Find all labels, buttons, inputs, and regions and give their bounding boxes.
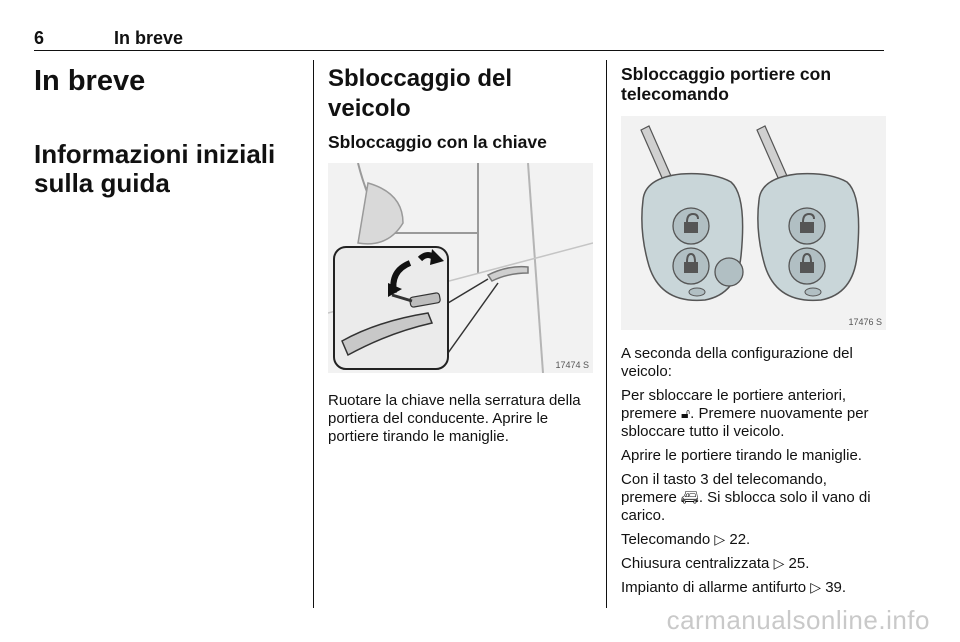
body-text-handles: Aprire le portiere tirando le maniglie. (621, 447, 862, 464)
key-unlock-illustration (328, 163, 593, 373)
chapter-title: In breve (34, 65, 146, 97)
page-header (34, 28, 884, 51)
column-3 (621, 64, 886, 597)
ref-arrow-icon: ▷ (773, 556, 785, 572)
ref-arrow-icon: ▷ (714, 532, 726, 548)
remote-control-illustration (621, 116, 886, 330)
subsection-title-remote: Sbloccaggio portiere con telecomando (621, 64, 832, 104)
section-title: Informazioni iniziali sulla guida (34, 139, 276, 198)
column-2 (328, 64, 593, 446)
running-title: In breve (114, 28, 184, 48)
figure-code: 17474 S (555, 360, 589, 370)
ref-arrow-icon: ▷ (810, 580, 822, 596)
column-divider (313, 60, 314, 608)
subsection-title-key: Sbloccaggio con la chiave (328, 132, 547, 152)
column-divider (606, 60, 607, 608)
cross-reference-remote[interactable]: Telecomando ▷ 22. (621, 531, 751, 548)
body-text-front-doors: Per sbloccare le portiere anteriori, premere 🔓︎. Premere nuovamente per sbloccare tutto il veicolo. (621, 387, 869, 440)
watermark: carmanualsonline.info (666, 605, 930, 635)
column-1 (34, 64, 294, 198)
page-number: 6 (34, 28, 45, 48)
body-text-intro: A seconda della configurazione del veicolo: (621, 345, 853, 380)
figure-code: 17476 S (848, 317, 882, 327)
cross-reference-central-locking[interactable]: Chiusura centralizzata ▷ 25. (621, 555, 810, 572)
section-title-unlock: Sbloccaggio del veicolo (328, 65, 513, 122)
unlock-icon: 🔓︎ (681, 406, 691, 422)
remote-keys-drawing (621, 116, 886, 330)
door-key-drawing (328, 163, 593, 373)
body-text-cargo: Con il tasto 3 del telecomando, premere 🚐︎. Si sblocca solo il vano di carico. (621, 471, 871, 524)
cross-reference-alarm[interactable]: Impianto di allarme antifurto ▷ 39. (621, 579, 847, 596)
body-text-key: Ruotare la chiave nella serratura della portiera del conducente. Aprire le portiere tirando le maniglie. (328, 392, 581, 445)
van-icon: 🚐︎ (681, 490, 699, 506)
